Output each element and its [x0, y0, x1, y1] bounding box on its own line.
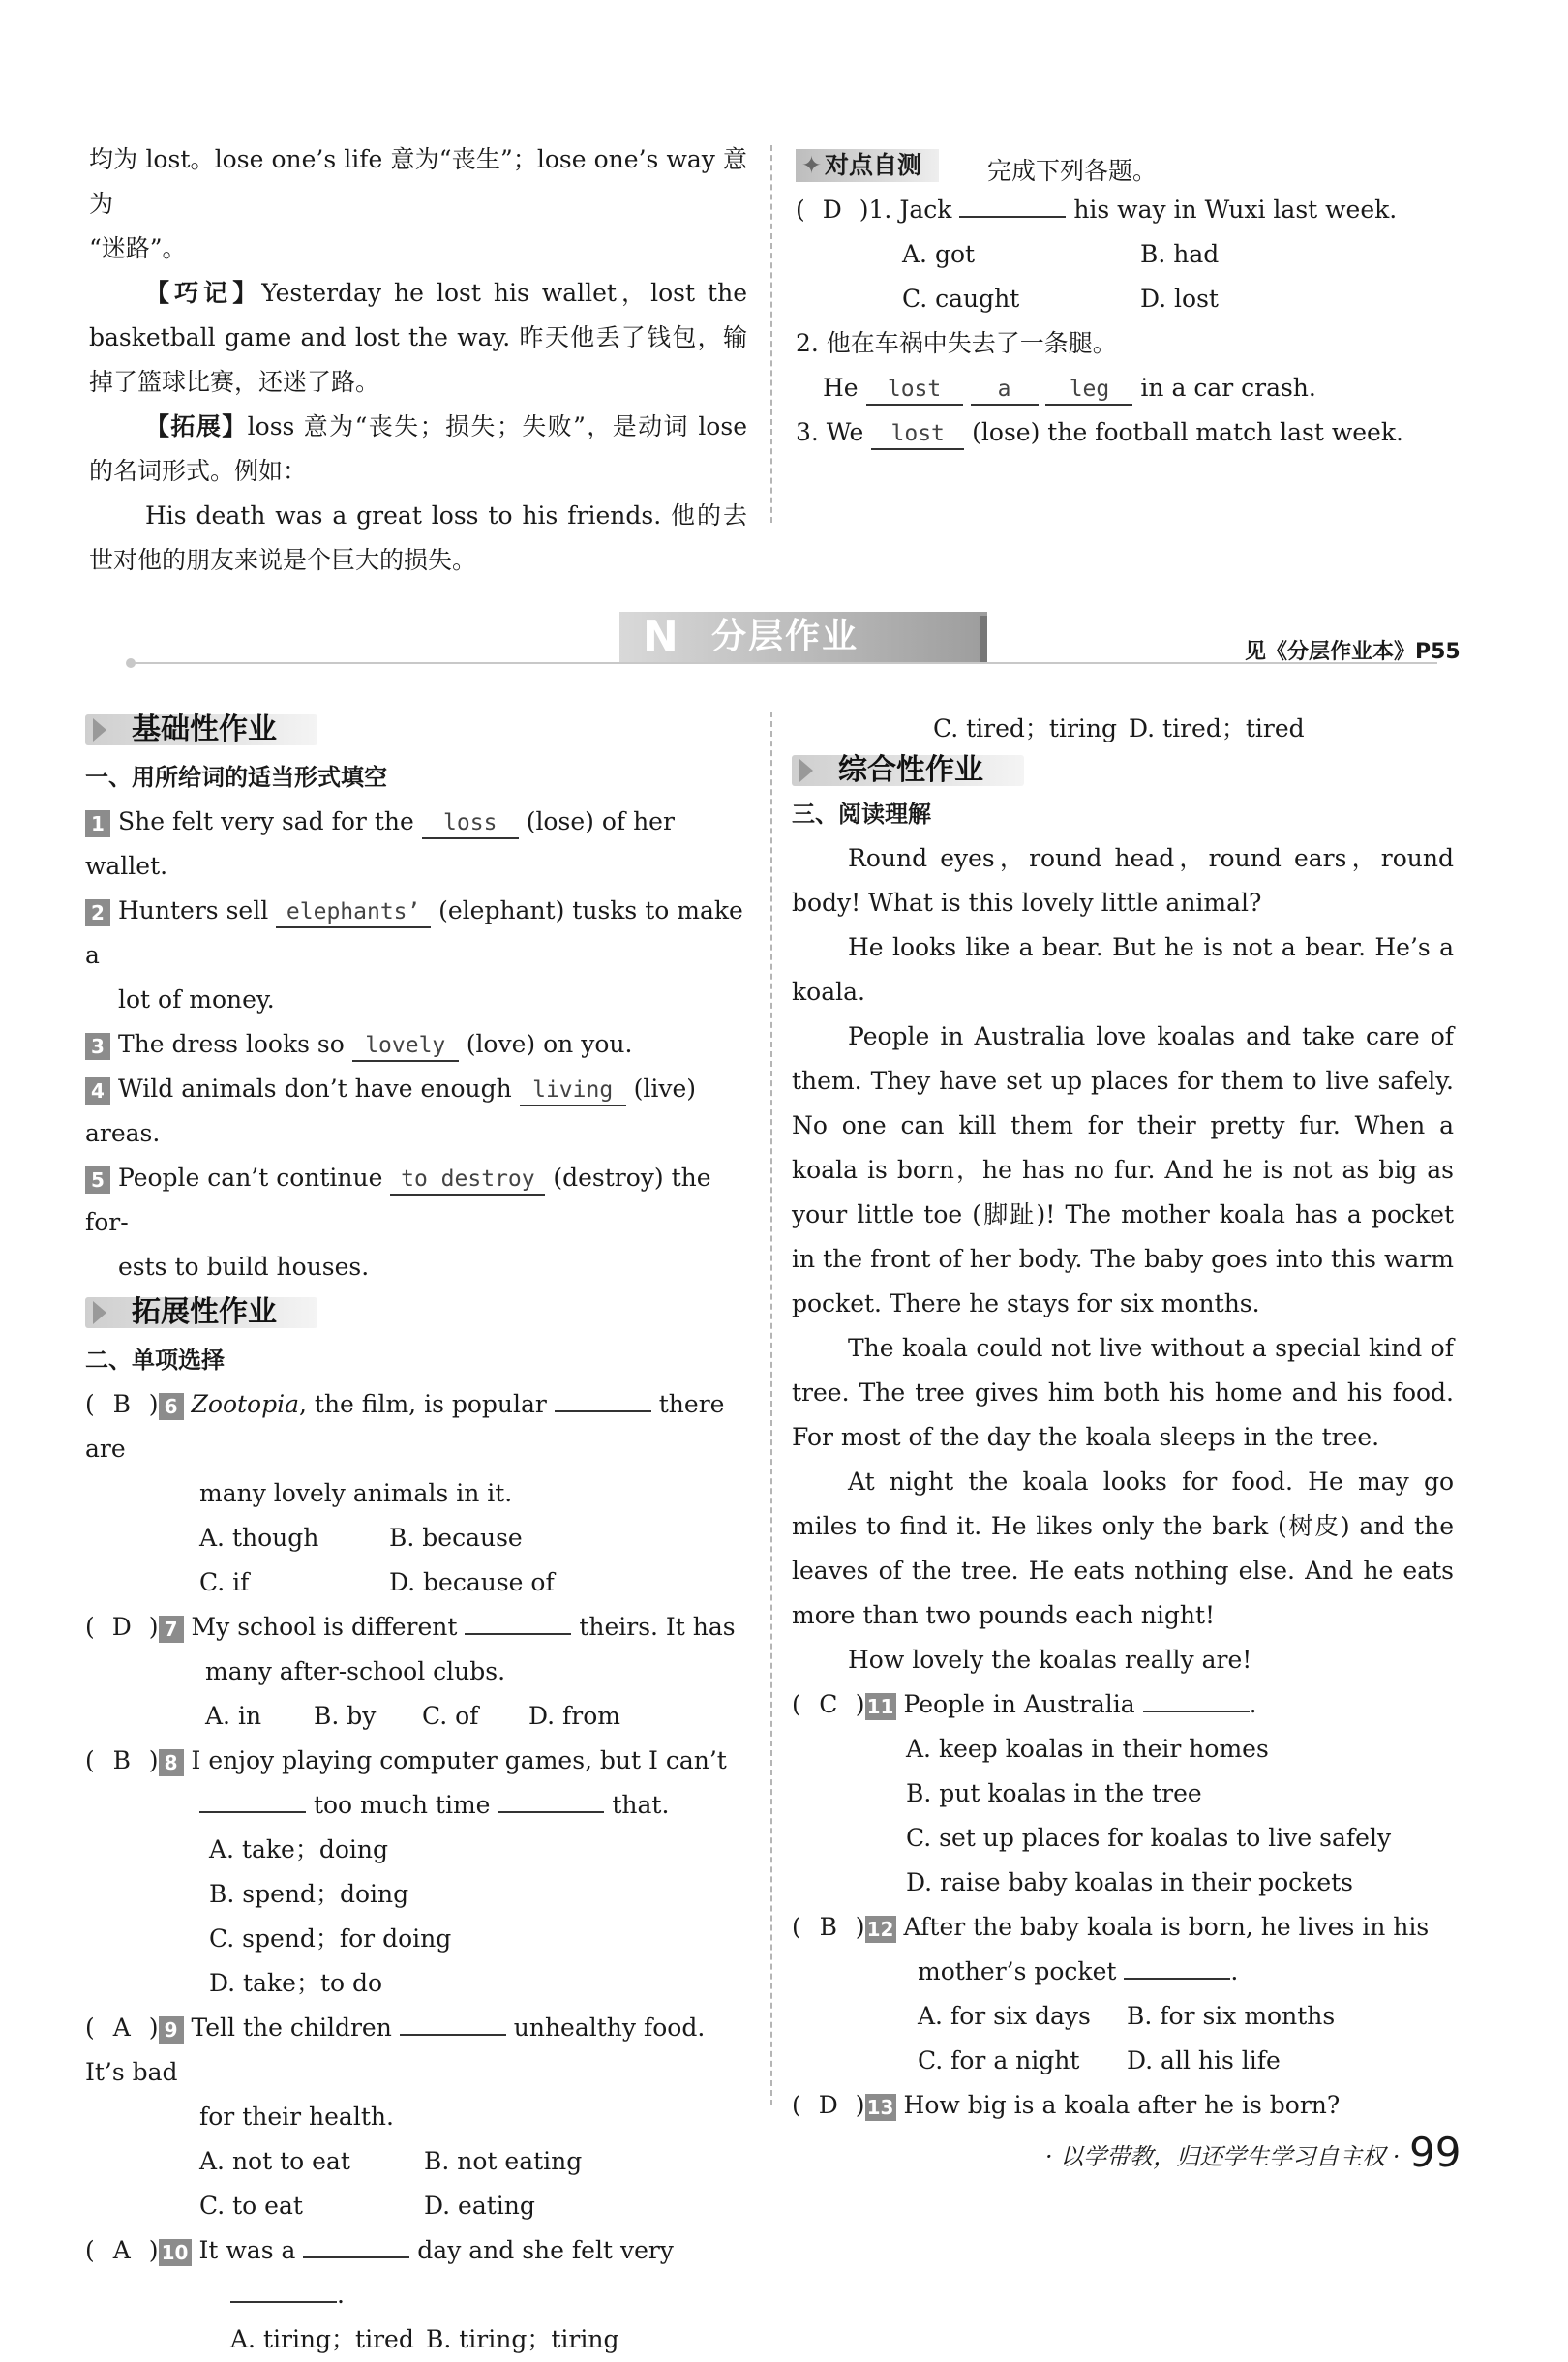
example-sentence: His death was a great loss to his friends. 他的去世对他的朋友来说是个巨大的损失。: [89, 501, 747, 574]
item-number: 3: [85, 1033, 110, 1060]
q10-pre: It was a: [198, 2236, 296, 2264]
self-test-q2-prompt: 2. 他在车祸中失去了一条腿。: [796, 329, 1117, 357]
q7-cont: many after-school clubs.: [205, 1657, 506, 1685]
q11-blank[interactable]: [1143, 1711, 1250, 1712]
self-test-q3: [796, 410, 1473, 455]
q3-post: (lose) the football match last week.: [972, 418, 1403, 446]
item-number: 13: [865, 2094, 896, 2121]
q13-answer: D: [818, 2091, 838, 2119]
reading-paragraph-5: At night the koala looks for food. He may go miles to find it. He likes only the bark (树皮) and the leaves of the tree. He eats nothing else. And he eats more than two pounds each night!: [792, 1468, 1454, 1629]
self-test-tag: [796, 149, 939, 182]
q8-blank-2[interactable]: [498, 1811, 604, 1813]
fill-blank-2[interactable]: elephants’: [276, 897, 431, 928]
q9-cont: for their health.: [199, 2103, 394, 2131]
q9-pre: Tell the children: [191, 2014, 392, 2042]
reading-paragraph-1: Round eyes，round head，round ears，round body! What is this lovely little animal?: [792, 844, 1454, 917]
self-test-instruction: 完成下列各题。: [987, 157, 1158, 185]
item-post: (destroy) the for-: [85, 1164, 711, 1236]
arrow-icon: [93, 718, 106, 742]
fill-item-5-cont: ests to build houses.: [118, 1253, 370, 1281]
fill-item-2: [85, 889, 749, 978]
q6-cont: many lovely animals in it.: [199, 1479, 513, 1507]
q11-option-a[interactable]: A. keep koalas in their homes: [906, 1735, 1269, 1763]
q11-answer: C: [819, 1690, 838, 1718]
q10-cont: .: [85, 2273, 749, 2317]
q12-option-b[interactable]: B. for six months: [1127, 2002, 1336, 2030]
reading-paragraph-3: People in Australia love koalas and take care of them. They have set up places for them to live safely. No one can kill them for their pretty fur. When a koala is born，he has no fur. And he is not as big as your little toe (脚趾)! The mother koala has a pocket in the front of her body. The baby goes into this warm pocket. There he stays for six months.: [792, 1022, 1454, 1317]
item-number: 2: [85, 899, 110, 926]
banner-rule-dot: [126, 658, 136, 668]
fill-blank-5[interactable]: to destroy: [390, 1165, 545, 1196]
q9-options: [85, 2139, 749, 2228]
bottom-left-block: [85, 707, 749, 2362]
q7-options: [85, 1694, 749, 1739]
reading-paragraph-6: How lovely the koalas really are!: [848, 1646, 1252, 1674]
tuozhan-text: loss 意为“丧失；损失；失败”，是动词 lose 的名词形式。例如：: [89, 412, 747, 485]
item-number: 6: [159, 1393, 184, 1420]
item-post: (lose) of her wallet.: [85, 807, 675, 880]
self-test-q2: [796, 366, 1473, 410]
fill-item-1: [85, 800, 749, 889]
fill-blank-4[interactable]: living: [520, 1075, 626, 1106]
q8-pre: I enjoy playing computer games, but I can’t: [191, 1746, 727, 1774]
top-column-divider: [770, 145, 772, 523]
item-number: 1: [85, 810, 110, 837]
item-pre: The dress looks so: [118, 1030, 345, 1058]
q9-answer: A: [112, 2014, 131, 2042]
item-post: (elephant) tusks to make a: [85, 896, 743, 969]
q10-post: day and she felt very: [417, 2236, 674, 2264]
mc-q10: ( A ) 10 It was a day and she felt very: [85, 2228, 749, 2273]
q12-stem: After the baby koala is born, he lives in his: [903, 1913, 1430, 1941]
banner-bar: [980, 616, 987, 662]
q7-option-a[interactable]: A. in: [205, 1702, 262, 1730]
q11-option-b[interactable]: B. put koalas in the tree: [906, 1779, 1202, 1807]
q12-answer: B: [819, 1913, 837, 1941]
q12-option-a[interactable]: A. for six days: [918, 2002, 1091, 2030]
qiaoji-paragraph: [89, 271, 747, 405]
bottom-right-block: [792, 707, 1454, 2128]
q6-film: Zootopia: [191, 1390, 300, 1418]
fill-blank-3[interactable]: lovely: [352, 1031, 459, 1062]
q8-option-d[interactable]: D. take；to do: [209, 1969, 383, 1997]
item-pre: People can’t continue: [118, 1164, 383, 1192]
q6-post: there are: [85, 1390, 725, 1463]
q1-option-b[interactable]: B. had: [1140, 240, 1220, 268]
q8-blank-1[interactable]: [199, 1811, 306, 1813]
item-number: 12: [865, 1916, 896, 1943]
q1-option-c[interactable]: C. caught: [902, 285, 1020, 313]
q8-answer: B: [112, 1746, 131, 1774]
fill-item-4: [85, 1067, 749, 1156]
mc-q13: ( D ) 13 How big is a koala after he is born?: [792, 2083, 1454, 2128]
q11-option-c[interactable]: C. set up places for koalas to live safely: [906, 1824, 1392, 1852]
banner-rule: [131, 662, 1437, 664]
q8-mid: too much time: [313, 1791, 491, 1819]
q1-blank[interactable]: [959, 216, 1066, 218]
reading-paragraph-4: The koala could not live without a special kind of tree. The tree gives him both his home and his food. For most of the day the koala sleeps in the tree.: [792, 1334, 1454, 1451]
q9-post: unhealthy food. It’s bad: [85, 2014, 706, 2086]
mc-q8: ( B ) 8 I enjoy playing computer games, but I can’t: [85, 1739, 749, 1783]
q10-blank-1[interactable]: [303, 2256, 409, 2258]
q10-blank-2[interactable]: [230, 2301, 337, 2303]
star-icon: ✦: [801, 151, 822, 179]
comprehensive-homework-heading: [792, 751, 1454, 790]
q6-blank[interactable]: [555, 1410, 651, 1412]
q1-option-a[interactable]: A. got: [902, 240, 976, 268]
q6-options: [85, 1516, 749, 1605]
q2-post: in a car crash.: [1140, 374, 1316, 402]
page-number: 99: [1409, 2129, 1462, 2176]
q1-answer: D: [822, 196, 842, 224]
q7-pre: My school is different: [191, 1613, 458, 1641]
mc-q12: ( B ) 12 After the baby koala is born, he lives in his: [792, 1905, 1454, 1950]
mc-q11: ( C ) 11 People in Australia .: [792, 1682, 1454, 1727]
footer-slogan: · 以学带教，归还学生学习自主权 ·: [1045, 2143, 1401, 2170]
tuozhan-paragraph: [89, 405, 747, 494]
section-two-title: 二、单项选择: [85, 1347, 225, 1374]
arrow-icon: [799, 759, 813, 782]
q8-option-c[interactable]: C. spend；for doing: [209, 1924, 452, 1953]
q1-stem-pre: )1. Jack: [859, 196, 952, 224]
item-pre: Hunters sell: [118, 896, 269, 924]
fill-blank-1[interactable]: loss: [422, 808, 519, 839]
item-pre: Wild animals don’t have enough: [118, 1075, 512, 1103]
q3-blank[interactable]: lost: [871, 419, 964, 450]
basic-homework-title: 基础性作业: [132, 712, 277, 746]
item-number: 4: [85, 1077, 110, 1105]
lose-note-line-1: 均为 lost。lose one’s life 意为“丧生”；lose one’s way 意为: [89, 145, 747, 218]
lose-note-line-2: “迷路”。: [89, 234, 187, 262]
q6-answer: B: [112, 1390, 131, 1418]
q7-answer: D: [111, 1613, 132, 1641]
fill-item-5: [85, 1156, 749, 1245]
q12-cont: mother’s pocket .: [918, 1957, 1239, 1985]
mc-q7: ( D ) 7 My school is different theirs. It has: [85, 1605, 749, 1650]
comprehensive-homework-title: 综合性作业: [838, 753, 983, 787]
item-number: 11: [865, 1693, 896, 1720]
item-number: 8: [159, 1749, 184, 1776]
q1-option-d[interactable]: D. lost: [1140, 285, 1219, 313]
item-post: (live) areas.: [85, 1075, 697, 1147]
fill-item-2-cont: lot of money.: [118, 985, 275, 1014]
reading-paragraph-2: He looks like a bear. But he is not a bear. He’s a koala.: [792, 933, 1454, 1006]
item-pre: She felt very sad for the: [118, 807, 414, 835]
top-left-block: [89, 137, 747, 583]
self-test-q1: ( D )1. Jack his way in Wuxi last week.: [796, 188, 1473, 232]
q2-blank-3[interactable]: leg: [1045, 375, 1132, 406]
q10-answer: A: [112, 2236, 131, 2264]
q9-option-b[interactable]: B. not eating: [424, 2147, 583, 2175]
q8-option-a[interactable]: A. take；doing: [209, 1835, 388, 1863]
q7-option-c[interactable]: C. of: [422, 1702, 479, 1730]
q6-pre: , the film, is popular: [299, 1390, 547, 1418]
q10-options-ab: [85, 2317, 749, 2362]
q6-option-d[interactable]: D. because of: [389, 1568, 555, 1596]
q7-post: theirs. It has: [579, 1613, 736, 1641]
q10-options-cd: [792, 707, 1454, 751]
q9-option-d[interactable]: D. eating: [424, 2192, 535, 2220]
mc-q6: ( B ) 6 Zootopia, the film, is popular there are: [85, 1382, 749, 1471]
q12-blank[interactable]: [1124, 1978, 1230, 1980]
mc-q9: ( A ) 9 Tell the children unhealthy food. It’s bad: [85, 2006, 749, 2095]
q8-post: that.: [612, 1791, 670, 1819]
basic-homework-heading: [85, 711, 749, 749]
q11-stem: People in Australia: [903, 1690, 1135, 1718]
q10-option-b[interactable]: B. tiring；tiring: [426, 2325, 619, 2353]
q7-option-b[interactable]: B. by: [314, 1702, 377, 1730]
q9-blank[interactable]: [400, 2034, 506, 2036]
extend-homework-heading: [85, 1293, 749, 1332]
workbook-reference: 见《分层作业本》P55: [1245, 640, 1461, 664]
q7-option-d[interactable]: D. from: [528, 1702, 621, 1730]
q12-option-d[interactable]: D. all his life: [1127, 2046, 1281, 2074]
q2-he: He: [823, 374, 859, 402]
self-test-tag-label: 对点自测: [825, 151, 922, 179]
q6-option-b[interactable]: B. because: [389, 1524, 523, 1552]
section-one-title: 一、用所给词的适当形式填空: [85, 764, 387, 791]
banner-n-icon: N: [643, 612, 678, 661]
qiaoji-text: Yesterday he lost his wallet，lost the basketball game and lost the way. 昨天他丢了钱包，输掉了篮球比赛，还迷了路。: [89, 279, 747, 396]
extend-homework-title: 拓展性作业: [132, 1295, 277, 1329]
q11-option-d[interactable]: D. raise baby koalas in their pockets: [906, 1868, 1353, 1896]
q8-option-b[interactable]: B. spend；doing: [209, 1880, 409, 1908]
tuozhan-label: 【拓展】: [145, 412, 248, 440]
item-number: 10: [159, 2239, 192, 2266]
item-number: 9: [159, 2016, 184, 2044]
section-three-title: 三、阅读理解: [792, 801, 931, 828]
q1-options: [796, 232, 1473, 321]
top-right-block: [796, 143, 1473, 455]
q8-cont: [85, 1783, 749, 1828]
q9-option-c[interactable]: C. to eat: [199, 2192, 303, 2220]
q10-option-d[interactable]: D. tired；tired: [1129, 714, 1305, 742]
item-number: 5: [85, 1166, 110, 1194]
q3-pre: 3. We: [796, 418, 864, 446]
q2-blank-2[interactable]: a: [971, 375, 1039, 406]
q9-option-a[interactable]: A. not to eat: [199, 2147, 350, 2175]
item-post: (love) on you.: [466, 1030, 633, 1058]
q6-option-c[interactable]: C. if: [199, 1568, 250, 1596]
q12-cont-text: mother’s pocket: [918, 1957, 1117, 1985]
q10-option-a[interactable]: A. tiring；tired: [230, 2325, 414, 2353]
bottom-column-divider: [770, 712, 772, 2105]
fill-item-3: [85, 1022, 749, 1067]
q10-option-c[interactable]: C. tired；tiring: [933, 714, 1118, 742]
q12-option-c[interactable]: C. for a night: [918, 2046, 1080, 2074]
q12-options: [792, 1994, 1454, 2083]
q2-blank-1[interactable]: lost: [866, 375, 963, 406]
q13-stem: How big is a koala after he is born?: [903, 2091, 1341, 2119]
q6-option-a[interactable]: A. though: [199, 1524, 319, 1552]
item-number: 7: [159, 1616, 184, 1643]
q1-stem-post: his way in Wuxi last week.: [1073, 196, 1398, 224]
arrow-icon: [93, 1301, 106, 1324]
banner-title: 分层作业: [711, 617, 859, 656]
qiaoji-label: 【巧记】: [145, 279, 262, 307]
q7-blank[interactable]: [465, 1633, 571, 1635]
